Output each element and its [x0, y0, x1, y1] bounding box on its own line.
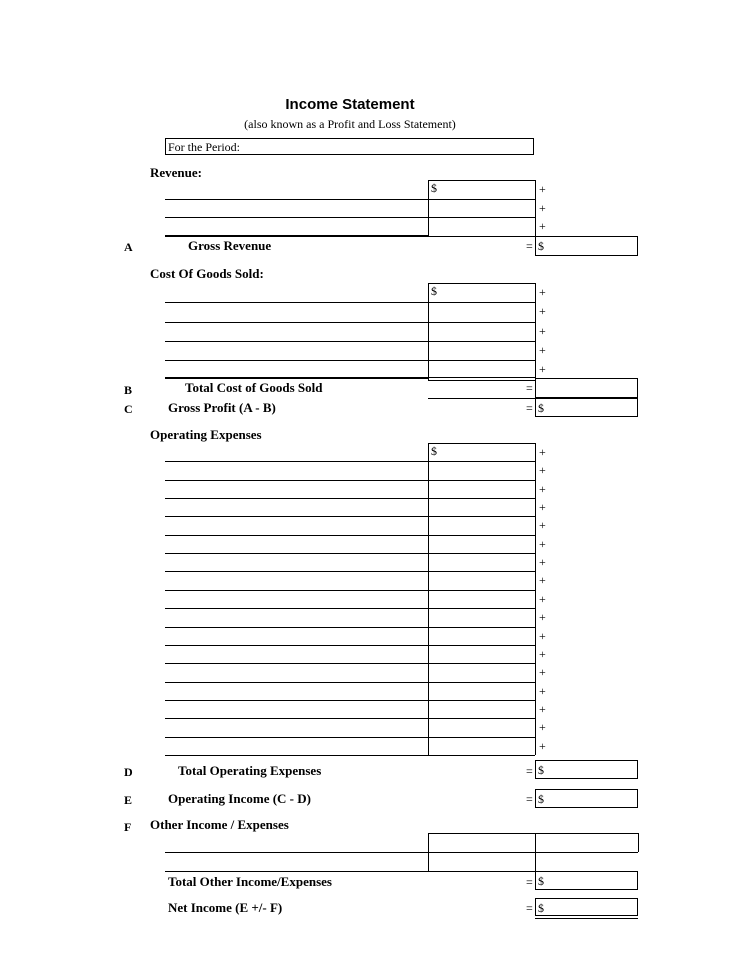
revenue-heading: Revenue:: [150, 165, 202, 180]
gross-profit-top-line: [428, 398, 535, 399]
opex-name-line[interactable]: [165, 700, 428, 701]
page-title: Income Statement: [285, 96, 415, 113]
row-letter-c: C: [124, 402, 133, 416]
opex-amount-line[interactable]: [428, 571, 535, 572]
opex-amount-line[interactable]: [428, 516, 535, 517]
cogs-plus-sign: +: [539, 285, 546, 299]
cogs-amount-right: [535, 283, 536, 380]
opex-amount-line[interactable]: [428, 663, 535, 664]
opex-name-line[interactable]: [165, 682, 428, 683]
revenue-amount-right: [535, 180, 536, 236]
opex-plus-sign: +: [539, 481, 546, 496]
opex-name-line[interactable]: [165, 645, 428, 646]
net-income-box[interactable]: $: [535, 898, 638, 916]
opex-name-line[interactable]: [165, 755, 428, 756]
gross-revenue-label: Gross Revenue: [188, 238, 272, 253]
opex-plus-sign: +: [539, 738, 546, 753]
opex-name-line[interactable]: [165, 718, 428, 719]
revenue-amount-line[interactable]: [428, 217, 535, 218]
gross-profit-box[interactable]: $: [535, 398, 638, 417]
total-cogs-equals: =: [526, 381, 533, 395]
total-other-box[interactable]: $: [535, 871, 638, 890]
row-letter-e: E: [124, 793, 133, 807]
opex-amount-line[interactable]: [428, 718, 535, 719]
cogs-amount-line[interactable]: [428, 377, 535, 378]
opex-plus-sign: +: [539, 518, 546, 533]
opex-name-line[interactable]: [165, 461, 428, 462]
net-income-equals: =: [526, 901, 533, 915]
total-other-label: Total Other Income/Expenses: [168, 874, 332, 889]
revenue-amount-top: [428, 180, 535, 181]
revenue-name-line[interactable]: [165, 235, 428, 237]
opex-plus-sign: +: [539, 610, 546, 625]
opex-plus-sign: +: [539, 591, 546, 606]
revenue-dollar-sign: $: [431, 181, 437, 195]
opex-name-line[interactable]: [165, 627, 428, 628]
cogs-name-line[interactable]: [165, 302, 428, 303]
opex-amount-line[interactable]: [428, 737, 535, 738]
opex-name-line[interactable]: [165, 553, 428, 554]
cogs-amount-line[interactable]: [428, 360, 535, 361]
row-letter-d: D: [124, 765, 133, 779]
opex-plus-sign: +: [539, 536, 546, 551]
opex-amount-line[interactable]: [428, 627, 535, 628]
total-opex-label: Total Operating Expenses: [178, 763, 322, 778]
gross-revenue-total-box[interactable]: $: [535, 236, 638, 256]
opex-plus-sign: +: [539, 628, 546, 643]
opex-plus-sign: +: [539, 500, 546, 515]
row-letter-a: A: [124, 240, 133, 254]
net-income-double-underline: [535, 918, 638, 919]
opex-plus-sign: +: [539, 701, 546, 716]
opex-amount-line[interactable]: [428, 480, 535, 481]
opex-plus-sign: +: [539, 665, 546, 680]
revenue-amount-left: [428, 180, 429, 236]
operating-income-box[interactable]: $: [535, 789, 638, 808]
period-field[interactable]: For the Period:: [165, 138, 534, 155]
opex-name-line[interactable]: [165, 516, 428, 517]
cogs-amount-top: [428, 283, 535, 284]
other-top-line: [428, 833, 638, 834]
opex-name-line[interactable]: [165, 608, 428, 609]
opex-name-line[interactable]: [165, 663, 428, 664]
opex-amount-line[interactable]: [428, 608, 535, 609]
opex-amount-right: [535, 443, 536, 755]
opex-plus-sign: +: [539, 445, 546, 459]
cogs-plus-sign: +: [539, 342, 546, 357]
opex-plus-sign: +: [539, 646, 546, 661]
opex-amount-line[interactable]: [428, 535, 535, 536]
cogs-name-line[interactable]: [165, 377, 428, 379]
opex-name-line[interactable]: [165, 535, 428, 536]
opex-amount-top: [428, 443, 535, 444]
cogs-amount-line[interactable]: [428, 341, 535, 342]
total-other-equals: =: [526, 875, 533, 889]
total-opex-box[interactable]: $: [535, 760, 638, 779]
revenue-plus-sign: +: [539, 219, 546, 233]
opex-name-line[interactable]: [165, 590, 428, 591]
gross-revenue-equals: =: [526, 239, 533, 253]
cogs-plus-sign: +: [539, 362, 546, 377]
opex-name-line[interactable]: [165, 480, 428, 481]
opex-amount-line[interactable]: [428, 461, 535, 462]
total-cogs-box[interactable]: [535, 378, 638, 398]
opex-name-line[interactable]: [165, 571, 428, 572]
total-cogs-label: Total Cost of Goods Sold: [185, 380, 323, 395]
other-entry-line[interactable]: [165, 871, 535, 872]
other-amount-right: [638, 833, 639, 852]
opex-heading: Operating Expenses: [150, 427, 262, 442]
opex-amount-line[interactable]: [428, 553, 535, 554]
cogs-dollar-sign: $: [431, 284, 437, 298]
cogs-heading: Cost Of Goods Sold:: [150, 266, 264, 281]
opex-amount-line[interactable]: [428, 700, 535, 701]
opex-amount-line[interactable]: [428, 645, 535, 646]
gross-profit-equals: =: [526, 401, 533, 415]
revenue-plus-sign: +: [539, 200, 546, 215]
cogs-plus-sign: +: [539, 304, 546, 319]
cogs-amount-line[interactable]: [428, 322, 535, 323]
opex-plus-sign: +: [539, 720, 546, 735]
total-opex-equals: =: [526, 764, 533, 778]
gross-profit-label: Gross Profit (A - B): [168, 400, 276, 415]
opex-amount-line[interactable]: [428, 498, 535, 499]
revenue-amount-line[interactable]: [428, 199, 535, 200]
row-letter-f: F: [124, 820, 132, 834]
opex-amount-left: [428, 443, 429, 755]
opex-amount-line[interactable]: [428, 590, 535, 591]
opex-plus-sign: +: [539, 463, 546, 478]
page-subtitle: (also known as a Profit and Loss Statement): [244, 117, 456, 131]
operating-income-equals: =: [526, 792, 533, 806]
opex-name-line[interactable]: [165, 737, 428, 738]
opex-plus-sign: +: [539, 573, 546, 588]
cogs-name-line[interactable]: [165, 360, 428, 361]
opex-amount-line[interactable]: [428, 755, 535, 756]
opex-plus-sign: +: [539, 555, 546, 570]
cogs-amount-line[interactable]: [428, 302, 535, 303]
operating-income-label: Operating Income (C - D): [168, 791, 311, 806]
cogs-name-line[interactable]: [165, 322, 428, 323]
cogs-plus-sign: +: [539, 323, 546, 338]
opex-name-line[interactable]: [165, 498, 428, 499]
other-entry-line[interactable]: [165, 852, 638, 853]
cogs-name-line[interactable]: [165, 341, 428, 342]
cogs-amount-line[interactable]: [428, 380, 535, 381]
row-letter-b: B: [124, 383, 133, 397]
opex-plus-sign: +: [539, 683, 546, 698]
net-income-label: Net Income (E +/- F): [168, 900, 283, 915]
revenue-amount-line[interactable]: [428, 236, 535, 237]
revenue-plus-sign: +: [539, 182, 546, 196]
revenue-name-line[interactable]: [165, 217, 428, 218]
cogs-amount-left: [428, 283, 429, 380]
opex-dollar-sign: $: [431, 444, 437, 458]
opex-amount-line[interactable]: [428, 682, 535, 683]
revenue-name-line[interactable]: [165, 199, 428, 200]
other-heading: Other Income / Expenses: [150, 817, 289, 832]
